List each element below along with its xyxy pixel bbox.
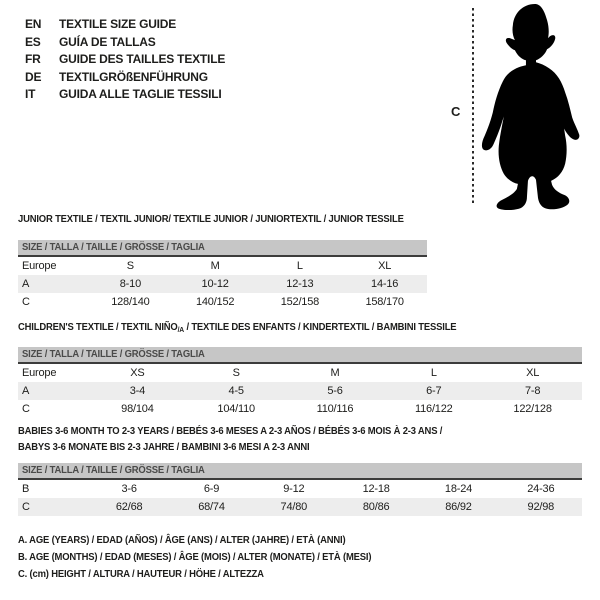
cell: 9-12 xyxy=(283,483,305,495)
row-label: A xyxy=(18,382,88,400)
language-code: FR xyxy=(25,52,41,66)
junior-table-title-text: JUNIOR TEXTILE / TEXTIL JUNIOR/ TEXTILE JUNIOR / JUNIORTEXTIL / JUNIOR TESSILE xyxy=(18,213,404,225)
language-code: ES xyxy=(25,34,41,49)
babies-table xyxy=(18,480,582,516)
footnote-c-text: C. (cm) HEIGHT / ALTURA / HAUTEUR / HÖHE / ALTEZZA xyxy=(18,568,264,580)
cell: 80/86 xyxy=(335,498,417,516)
col-header-s: S xyxy=(126,260,134,272)
cell: 3-4 xyxy=(88,382,187,400)
col-header-s: S xyxy=(232,367,240,379)
cell: 62/68 xyxy=(88,498,170,516)
junior-table-title xyxy=(18,213,447,225)
cell: 14-16 xyxy=(342,275,427,293)
language-code: DE xyxy=(25,69,42,84)
cell: 128/140 xyxy=(111,296,150,308)
children-title-suffix: / TEXTILE DES ENFANTS / KINDERTEXTIL / BAMBINI TESSILE xyxy=(184,321,457,333)
language-row-en xyxy=(25,16,225,34)
cell: 8-10 xyxy=(88,275,173,293)
babies-row-c xyxy=(18,498,582,516)
junior-table xyxy=(18,257,427,311)
children-table-title-text xyxy=(18,321,456,334)
cell: 12-18 xyxy=(362,483,390,495)
cell: 158/170 xyxy=(365,296,404,308)
cell: 98/104 xyxy=(121,403,154,415)
cell: 110/116 xyxy=(316,403,354,415)
language-label: TEXTILGRÖßENFÜHRUNG xyxy=(59,69,208,84)
babies-title-line2: BABYS 3-6 MONATE BIS 2-3 JAHRE / BAMBINI 3-6 MESI A 2-3 ANNI xyxy=(18,441,310,453)
cell: 12-13 xyxy=(258,275,343,293)
footnote-b xyxy=(18,549,411,566)
junior-size-table xyxy=(18,240,427,311)
size-header-text: SIZE / TALLA / TAILLE / GRÖSSE / TAGLIA xyxy=(22,464,205,476)
cell: 152/158 xyxy=(280,296,320,308)
cell: 122/128 xyxy=(513,403,552,415)
cell: 104/110 xyxy=(217,403,255,415)
cell: 116/122 xyxy=(415,403,453,415)
cell: 7-8 xyxy=(483,382,582,400)
height-measure-label: C xyxy=(451,104,461,119)
language-row-de xyxy=(25,69,225,87)
row-label: C xyxy=(22,403,30,415)
children-title-prefix: CHILDREN'S TEXTILE / TEXTIL NIÑO xyxy=(18,321,178,333)
cell: 86/92 xyxy=(417,498,499,516)
language-row-fr xyxy=(25,51,225,69)
footnote-c xyxy=(18,566,411,583)
cell: 74/80 xyxy=(253,498,335,516)
cell: 92/98 xyxy=(500,498,582,516)
footnote-list xyxy=(18,532,411,583)
row-label: A xyxy=(18,275,88,293)
row-label: B xyxy=(22,483,30,495)
children-row-a xyxy=(18,382,582,400)
language-code: IT xyxy=(25,87,36,101)
row-label: C xyxy=(18,498,88,516)
junior-row-c xyxy=(18,293,427,311)
language-code: EN xyxy=(25,17,42,31)
cell: 6-7 xyxy=(384,382,483,400)
children-row-c xyxy=(18,400,582,418)
language-label: GUÍA DE TALLAS xyxy=(59,34,156,49)
col-header-m: M xyxy=(330,367,340,379)
cell: 4-5 xyxy=(187,382,286,400)
babies-size-table xyxy=(18,463,582,516)
col-header-europe: Europe xyxy=(22,260,57,272)
children-size-table xyxy=(18,347,582,418)
footnote-b-text: B. AGE (MONTHS) / EDAD (MESES) / ÂGE (MOIS) / ALTER (MONATE) / ETÀ (MESI) xyxy=(18,551,372,563)
size-header-bar xyxy=(18,463,582,480)
col-header-europe: Europe xyxy=(22,367,57,379)
language-row-it xyxy=(25,86,225,104)
size-header-text: SIZE / TALLA / TAILLE / GRÖSSE / TAGLIA xyxy=(22,348,205,360)
col-header-xl: XL xyxy=(378,260,392,272)
size-header-bar xyxy=(18,347,582,364)
language-label: TEXTILE SIZE GUIDE xyxy=(59,17,177,31)
language-title-list xyxy=(25,16,225,104)
row-label: C xyxy=(22,296,30,308)
col-header-l: L xyxy=(430,367,437,379)
language-label: GUIDE DES TAILLES TEXTILE xyxy=(59,52,226,66)
footnote-a-text: A. AGE (YEARS) / EDAD (AÑOS) / ÂGE (ANS) / ALTER (JAHRE) / ETÀ (ANNI) xyxy=(18,534,346,546)
children-header-row xyxy=(18,364,582,382)
cell: 18-24 xyxy=(444,483,473,495)
cell: 10-12 xyxy=(173,275,258,293)
children-title-subscript: /A xyxy=(177,325,185,334)
size-header-text: SIZE / TALLA / TAILLE / GRÖSSE / TAGLIA xyxy=(22,241,205,253)
language-label: GUIDA ALLE TAGLIE TESSILI xyxy=(59,87,222,101)
footnote-a xyxy=(18,532,411,549)
cell: 24-36 xyxy=(527,483,555,495)
cell: 5-6 xyxy=(286,382,385,400)
junior-row-a xyxy=(18,275,427,293)
cell: 6-9 xyxy=(203,483,220,495)
col-header-xl: XL xyxy=(526,367,540,379)
col-header-xs: XS xyxy=(130,367,145,379)
babies-title-line1: BABIES 3-6 MONTH TO 2-3 YEARS / BEBÉS 3-6 MESES A 2-3 AÑOS / BÉBÉS 3-6 MOIS À 2-3 ANS / xyxy=(18,425,443,437)
size-header-bar xyxy=(18,240,427,257)
babies-row-b xyxy=(18,480,582,498)
col-header-m: M xyxy=(210,260,220,272)
col-header-l: L xyxy=(296,260,303,272)
cell: 3-6 xyxy=(121,483,137,495)
cell: 140/152 xyxy=(195,296,235,308)
toddler-silhouette-icon xyxy=(478,4,595,210)
babies-table-title xyxy=(18,423,489,455)
children-table xyxy=(18,364,582,418)
cell: 68/74 xyxy=(170,498,252,516)
junior-header-row xyxy=(18,257,427,275)
height-measure-dotted-line xyxy=(472,8,474,206)
children-table-title xyxy=(18,321,505,334)
language-row-es xyxy=(25,34,225,52)
